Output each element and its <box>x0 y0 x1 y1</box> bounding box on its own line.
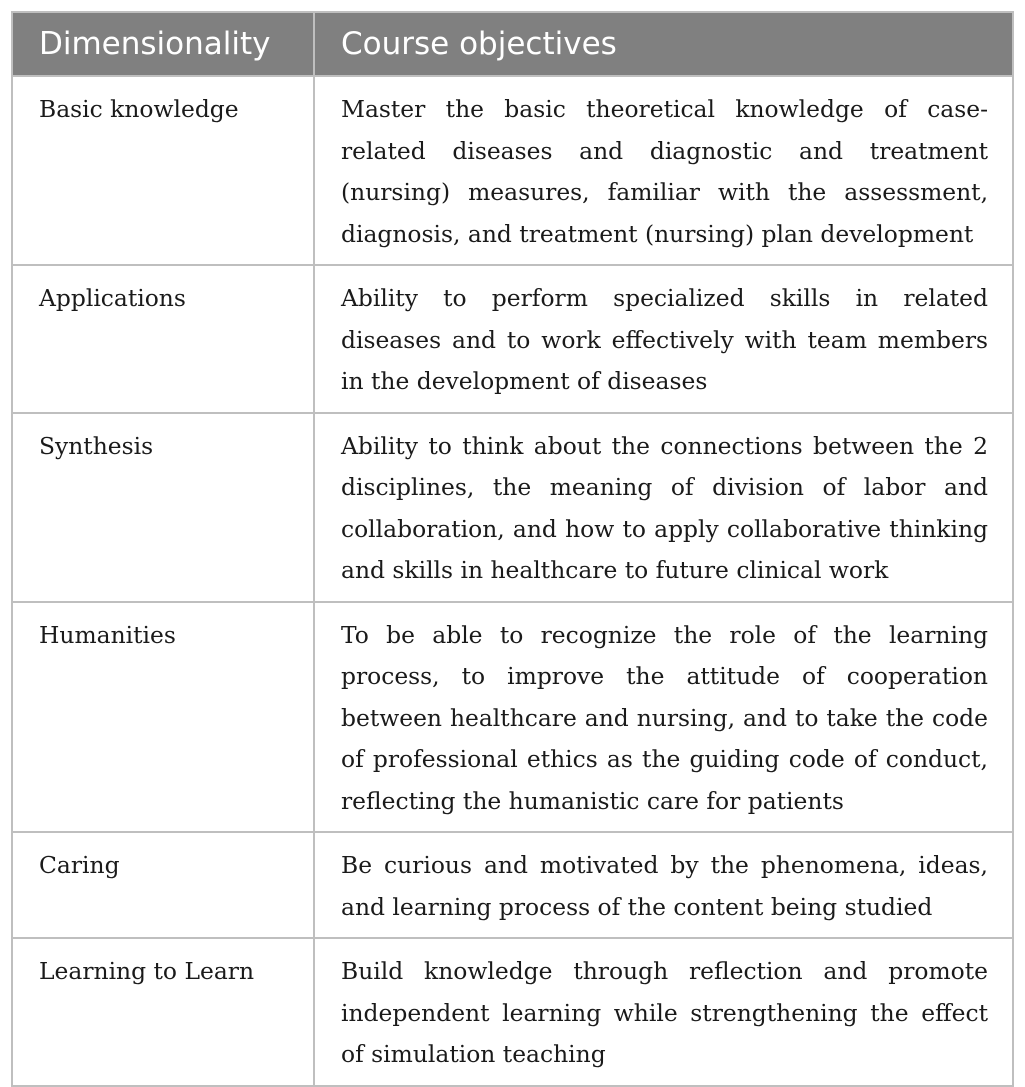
objective-cell: Master the basic theoretical knowledge of case-related diseases and diagnostic and treatment (nursing) measures, familiar with the assessment, diagnosis, and treatment (nursing) plan development <box>314 76 1013 265</box>
course-objectives-table <box>11 11 1014 1087</box>
course-objectives-table-container <box>11 11 1012 1087</box>
header-dimensionality: Dimensionality <box>12 12 314 76</box>
table-header <box>12 12 1013 76</box>
table-row <box>12 938 1013 1086</box>
table-row <box>12 76 1013 265</box>
table-row <box>12 602 1013 833</box>
dimension-cell: Learning to Learn <box>12 938 314 1086</box>
objective-cell: Be curious and motivated by the phenomena, ideas, and learning process of the content being studied <box>314 832 1013 938</box>
dimension-cell: Synthesis <box>12 413 314 602</box>
table-body <box>12 76 1013 1086</box>
dimension-cell: Applications <box>12 265 314 413</box>
dimension-cell: Caring <box>12 832 314 938</box>
objective-cell: Ability to perform specialized skills in related diseases and to work effectively with team members in the development of diseases <box>314 265 1013 413</box>
table-row <box>12 265 1013 413</box>
header-course-objectives: Course objectives <box>314 12 1013 76</box>
dimension-cell: Basic knowledge <box>12 76 314 265</box>
table-row <box>12 413 1013 602</box>
dimension-cell: Humanities <box>12 602 314 833</box>
header-row <box>12 12 1013 76</box>
objective-cell: To be able to recognize the role of the learning process, to improve the attitude of cooperation between healthcare and nursing, and to take the code of professional ethics as the guiding code of conduct, reflecting the humanistic care for patients <box>314 602 1013 833</box>
objective-cell: Build knowledge through reflection and promote independent learning while strengthening the effect of simulation teaching <box>314 938 1013 1086</box>
objective-cell: Ability to think about the connections between the 2 disciplines, the meaning of division of labor and collaboration, and how to apply collaborative thinking and skills in healthcare to future clinical work <box>314 413 1013 602</box>
table-row <box>12 832 1013 938</box>
